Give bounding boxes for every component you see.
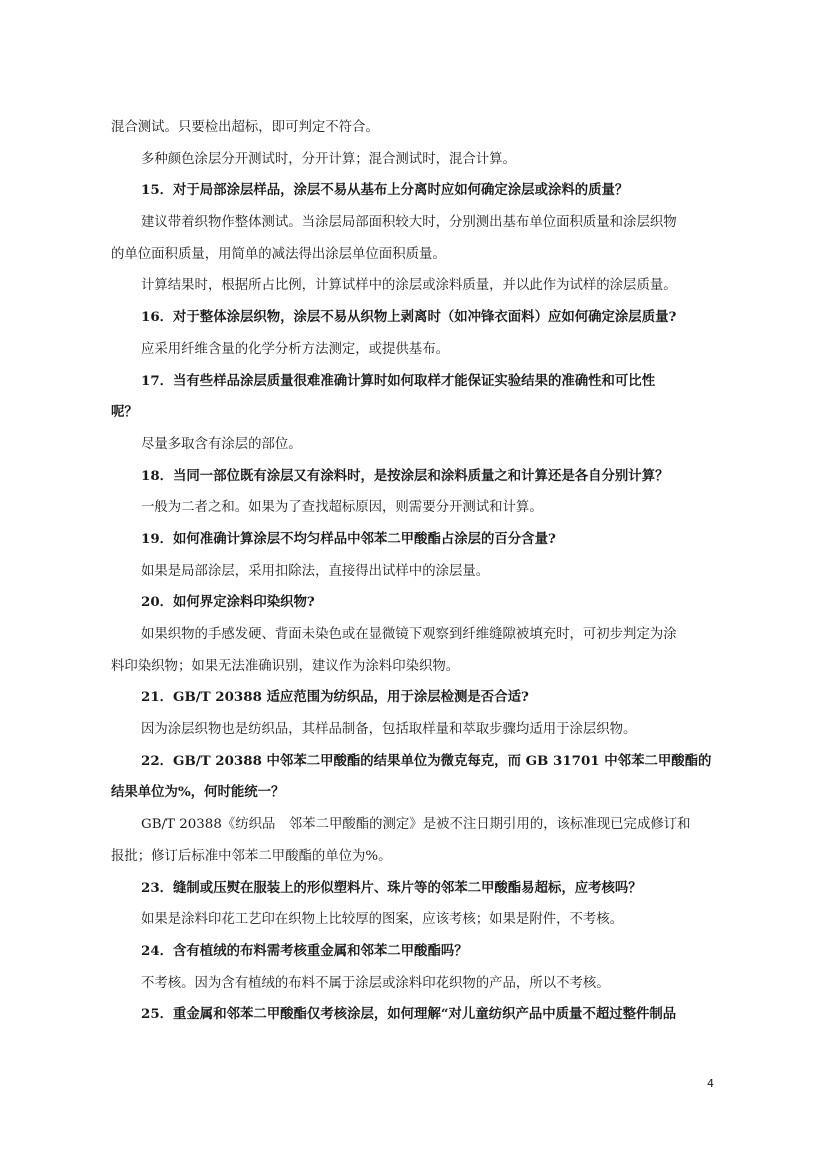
question-heading: 19．如何准确计算涂层不均匀样品中邻苯二甲酸酯占涂层的百分含量? bbox=[141, 530, 556, 547]
text-line: 的单位面积质量，用简单的减法得出涂层单位面积质量。 bbox=[111, 246, 446, 262]
text-line: 如果是局部涂层，采用扣除法，直接得出试样中的涂层量。 bbox=[141, 563, 490, 579]
text-line: 一般为二者之和。如果为了查找超标原因，则需要分开测试和计算。 bbox=[141, 500, 543, 516]
document-body bbox=[111, 112, 719, 1031]
question-heading-cont: 结果单位为%，何时能统一？ bbox=[111, 784, 285, 801]
text-line: 不考核。因为含有植绒的布料不属于涂层或涂料印花织物的产品，所以不考核。 bbox=[141, 975, 610, 991]
text-line: 建议带着织物作整体测试。当涂层局部面积较大时，分别测出基布单位面积质量和涂层织物 bbox=[141, 215, 677, 231]
text-line: 尽量多取含有涂层的部位。 bbox=[141, 436, 302, 452]
text-line: 如果是涂料印花工艺印在织物上比较厚的图案，应该考核；如果是附件，不考核。 bbox=[141, 912, 624, 928]
question-heading: 20．如何界定涂料印染织物? bbox=[141, 594, 315, 611]
question-heading: 24．含有植绒的布料需考核重金属和邻苯二甲酸酯吗？ bbox=[141, 942, 468, 959]
question-heading: 23．缝制或压熨在服装上的形似塑料片、珠片等的邻苯二甲酸酯易超标，应考核吗？ bbox=[141, 879, 642, 896]
question-heading: 25．重金属和邻苯二甲酸酯仅考核涂层，如何理解“对儿童纺织产品中质量不超过整件制品 bbox=[141, 1006, 677, 1023]
text-line: 计算结果时，根据所占比例，计算试样中的涂层或涂料质量，并以此作为试样的涂层质量。 bbox=[141, 278, 677, 294]
text-line: 多种颜色涂层分开测试时，分开计算；混合测试时，混合计算。 bbox=[141, 151, 516, 167]
question-heading: 16．对于整体涂层织物，涂层不易从织物上剥离时（如冲锋衣面料）应如何确定涂层质量? bbox=[141, 309, 677, 326]
page-number: 4 bbox=[707, 1077, 714, 1090]
text-line: 应采用纤维含量的化学分析方法测定，或提供基布。 bbox=[141, 341, 449, 357]
text-line: GB/T 20388《纺织品 邻苯二甲酸酯的测定》是被不注日期引用的，该标准现已完成修订和 bbox=[141, 817, 691, 833]
question-heading: 21．GB/T 20388 适应范围为纺织品，用于涂层检测是否合适? bbox=[141, 689, 529, 706]
question-heading: 18．当同一部位既有涂层又有涂料时，是按涂层和涂料质量之和计算还是各自分别计算？ bbox=[141, 467, 669, 484]
question-heading: 15．对于局部涂层样品，涂层不易从基布上分离时应如何确定涂层或涂料的质量？ bbox=[141, 182, 629, 199]
text-line: 混合测试。只要检出超标，即可判定不符合。 bbox=[111, 120, 379, 135]
question-heading: 17．当有些样品涂层质量很难准确计算时如何取样才能保证实验结果的准确性和可比性 bbox=[141, 372, 656, 389]
text-line: 如果织物的手感发硬、背面未染色或在显微镜下观察到纤维缝隙被填充时，可初步判定为涂 bbox=[141, 627, 677, 642]
text-line: 因为涂层织物也是纺织品，其样品制备，包括取样量和萃取步骤均适用于涂层织物。 bbox=[141, 722, 637, 738]
text-line: 报批；修订后标准中邻苯二甲酸酯的单位为%。 bbox=[111, 848, 392, 864]
question-heading: 22．GB/T 20388 中邻苯二甲酸酯的结果单位为微克每克，而 GB 31701 中邻苯二甲酸酯的 bbox=[141, 752, 712, 769]
question-heading-cont: 呢？ bbox=[111, 404, 138, 421]
text-line: 料印染织物；如果无法准确识别，建议作为涂料印染织物。 bbox=[111, 658, 460, 674]
